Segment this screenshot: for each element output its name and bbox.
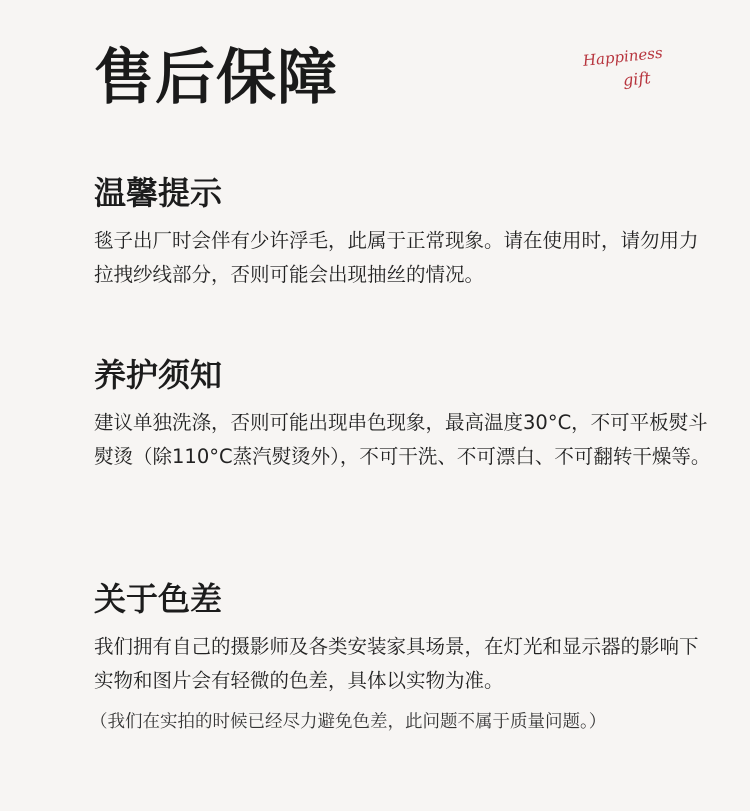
section-warm-tips [94, 172, 714, 292]
brand-line-happiness: Happiness [582, 43, 664, 70]
section-heading-warm-tips: 温馨提示 [94, 174, 223, 212]
section-body-warm-tips: 毯子出厂时会伴有少许浮毛，此属于正常现象。请在使用时，请勿用力拉拽纱线部分，否则可能会出现抽丝的情况。 [94, 229, 699, 286]
section-care-instructions [94, 354, 714, 474]
brand-line-gift: gift [622, 68, 652, 90]
section-heading-color: 关于色差 [94, 580, 223, 618]
happiness-gift-logo [582, 43, 672, 96]
page-title: 售后保障 [94, 43, 338, 113]
section-body-color: 我们拥有自己的摄影师及各类安装家具场景，在灯光和显示器的影响下实物和图片会有轻微的色差，具体以实物为准。 [94, 635, 699, 692]
section-heading-care: 养护须知 [94, 356, 223, 394]
section-note-color: （我们在实拍的时候已经尽力避免色差，此问题不属于质量问题。） [90, 712, 607, 732]
section-color-difference [90, 578, 714, 736]
section-body-care: 建议单独洗涤，否则可能出现串色现象，最高温度30°C，不可平板熨斗熨烫（除110°C蒸汽熨烫外），不可干洗、不可漂白、不可翻转干燥等。 [94, 411, 711, 468]
